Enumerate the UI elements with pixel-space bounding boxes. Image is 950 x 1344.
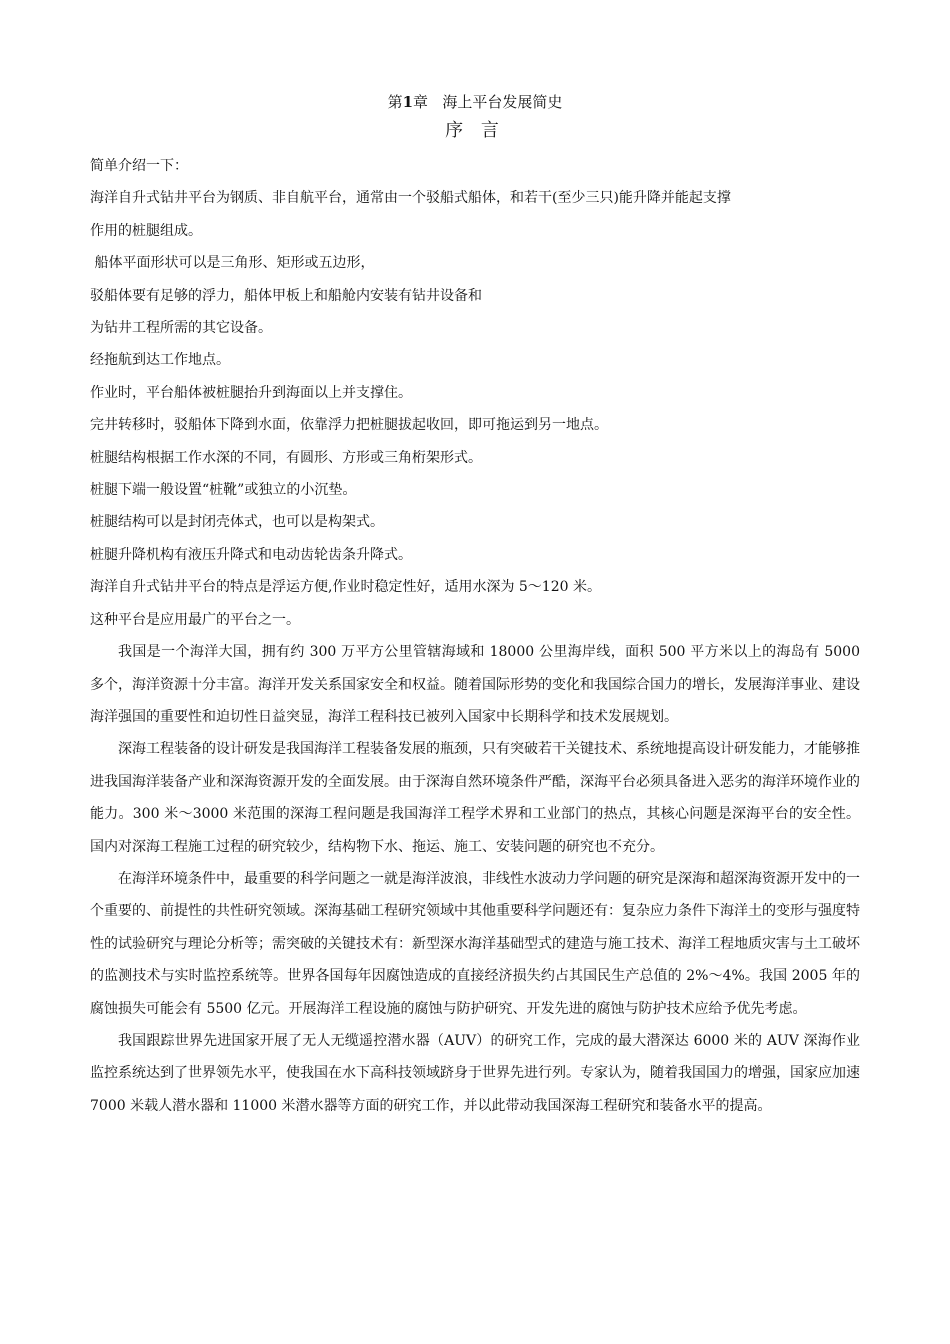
body-paragraph: 我国跟踪世界先进国家开展了无人无缆遥控潜水器（AUV）的研究工作，完成的最大潜深达 6000 米的 AUV 深海作业监控系统达到了世界领先水平，使我国在水下高科技领域跻身于世界先进行列。专家认为，随着我国国力的增强，国家应加速 7000 米载人潜水器和 11000 米潜水器等方面的研究工作，并以此带动我国深海工程研究和装备水平的提高。 <box>90 1032 860 1114</box>
intro-line: 完井转移时，驳船体下降到水面，依靠浮力把桩腿拔起收回，即可拖运到另一地点。 <box>90 417 608 434</box>
chapter-prefix: 第 <box>387 93 403 111</box>
chapter-number: 1 <box>402 93 414 111</box>
intro-line: 桩腿结构根据工作水深的不同，有圆形、方形或三角桁架形式。 <box>90 449 482 466</box>
body-paragraph: 深海工程装备的设计研发是我国海洋工程装备发展的瓶颈，只有突破若干关键技术、系统地提高设计研发能力，才能够推进我国海洋装备产业和深海资源开发的全面发展。由于深海自然环境条件严酷，深海平台必须具备进入恶劣的海洋环境作业的能力。300 米～3000 米范围的深海工程问题是我国海洋工程学术界和工业部门的热点，其核心问题是深海平台的安全性。国内对深海工程施工过程的研究较少，结构物下水、拖运、施工、安装问题的研究也不充分。 <box>90 741 860 855</box>
intro-line: 海洋自升式钻井平台的特点是浮运方便,作业时稳定性好，适用水深为 5～120 米。 <box>90 579 601 596</box>
preface-heading: 序 言 <box>445 120 505 141</box>
body-paragraph: 我国是一个海洋大国，拥有约 300 万平方公里管辖海域和 18000 公里海岸线，面积 500 平方米以上的海岛有 5000 多个，海洋资源十分丰富。海洋开发关系国家安全和权益。随着国际形势的变化和我国综合国力的增长，发展海洋事业、建设海洋强国的重要性和迫切性日益突显，海洋工程科技已被列入国家中长期科学和技术发展规划。 <box>90 644 860 725</box>
intro-list <box>90 150 860 636</box>
chapter-title: 海上平台发展简史 <box>442 93 563 111</box>
intro-line: 驳船体要有足够的浮力，船体甲板上和船舱内安装有钻井设备和 <box>90 287 482 304</box>
intro-line: 经拖航到达工作地点。 <box>90 352 230 369</box>
intro-line: 桩腿结构可以是封闭壳体式，也可以是构架式。 <box>90 514 384 531</box>
intro-line: 作用的桩腿组成。 <box>90 222 202 239</box>
intro-line: 海洋自升式钻井平台为钢质、非自航平台，通常由一个驳船式船体，和若干(至少三只)能升降并能起支撑 <box>90 190 731 207</box>
intro-line: 为钻井工程所需的其它设备。 <box>90 320 272 337</box>
chapter-suffix: 章 <box>413 93 429 111</box>
body-paragraph: 在海洋环境条件中，最重要的科学问题之一就是海洋波浪，非线性水波动力学问题的研究是深海和超深海资源开发中的一个重要的、前提性的共性研究领域。深海基础工程研究领域中其他重要科学问题还有：复杂应力条件下海洋土的变形与强度特性的试验研究与理论分析等；需突破的关键技术有：新型深水海洋基础型式的建造与施工技术、海洋工程地质灾害与土工破坏的监测技术与实时监控系统等。世界各国每年因腐蚀造成的直接经济损失约占其国民生产总值的 2%～4%。我国 2005 年的腐蚀损失可能会有 5500 亿元。开展海洋工程设施的腐蚀与防护研究、开发先进的腐蚀与防护技术应给予优先考虑。 <box>90 870 860 1017</box>
chapter-heading <box>90 88 860 116</box>
document-page <box>90 88 860 1122</box>
intro-line: 船体平面形状可以是三角形、矩形或五边形， <box>90 255 375 272</box>
intro-line: 作业时，平台船体被桩腿抬升到海面以上并支撑住。 <box>90 384 412 401</box>
intro-line: 简单介绍一下： <box>90 158 188 174</box>
intro-line: 这种平台是应用最广的平台之一。 <box>90 611 300 628</box>
intro-line: 桩腿升降机构有液压升降式和电动齿轮齿条升降式。 <box>90 546 412 563</box>
intro-line: 桩腿下端一般设置“桩靴”或独立的小沉垫。 <box>90 482 357 499</box>
